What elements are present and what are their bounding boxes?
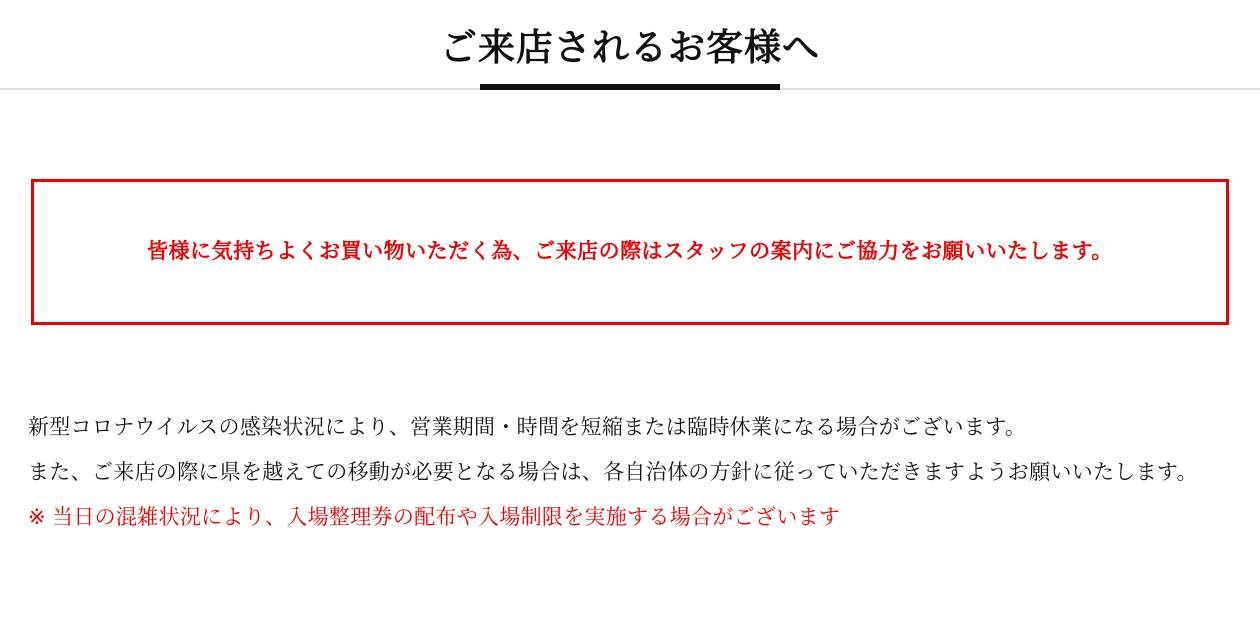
title-underline bbox=[480, 84, 780, 90]
page-title: ご来店されるお客様へ bbox=[440, 27, 820, 68]
notice-box bbox=[31, 179, 1229, 325]
body-text-block bbox=[28, 405, 1233, 540]
notice-text: 皆様に気持ちよくお買い物いただく為、ご来店の際はスタッフの案内にご協力をお願いいたします。 bbox=[147, 240, 1113, 264]
page-header bbox=[0, 0, 1260, 70]
body-paragraph-1: 新型コロナウイルスの感染状況により、営業期間・時間を短縮または臨時休業になる場合がございます。 bbox=[28, 416, 1027, 439]
body-alert-note: ※ 当日の混雑状況により、入場整理券の配布や入場制限を実施する場合がございます bbox=[28, 506, 841, 529]
body-paragraph-2: また、ご来店の際に県を越えての移動が必要となる場合は、各自治体の方針に従っていただきますようお願いいたします。 bbox=[28, 461, 1198, 484]
